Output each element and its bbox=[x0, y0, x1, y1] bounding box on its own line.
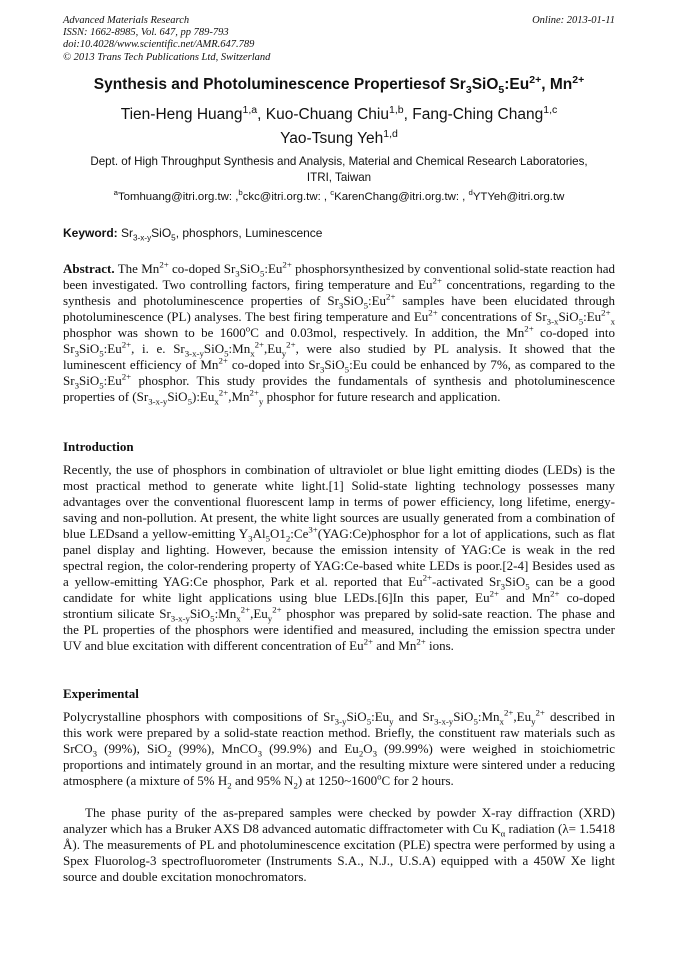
online-date: Online: 2013-01-11 bbox=[532, 15, 615, 26]
author-emails: $^a$Tomhuang@itri.org.tw: ,$^b$ckc@itri.org.tw: , $^c$KarenChang@itri.org.tw: , $^d$YTYeh@itri.org.tw bbox=[113, 188, 565, 203]
affiliation-line-1: Dept. of High Throughput Synthesis and Analysis, Material and Chemical Research Laboratories, bbox=[90, 155, 588, 168]
affiliation-line-2: ITRI, Taiwan bbox=[306, 171, 372, 184]
keywords: Keyword: $Sr_{3-x-y}SiO_5$, phosphors, Luminescence bbox=[63, 226, 323, 243]
copyright-line: © 2013 Trans Tech Publications Ltd, Switzerland bbox=[63, 51, 271, 63]
issn-line: ISSN: 1662-8985, Vol. 647, pp 789-793 bbox=[63, 27, 229, 39]
journal-name: Advanced Materials Research bbox=[63, 15, 190, 26]
experimental-heading: Experimental bbox=[63, 686, 139, 701]
experimental-paragraph-2: The phase purity of the as-prepared samples were checked by powder X-ray diffraction (XRD) analyzer which has a Bruker AXS D8 advanced automatic diffractometer with Cu $K_\alpha$ radiation (λ= 1.5418 Å). The measurements of PL and photoluminescence excitation (PLE) spectra were performed by using a Spex Fluorolog-3 spectrofluorometer (Instruments S.A., N.J., U.S.A) equipped with a 450W Xe light source and double excitation monochromators. bbox=[63, 805, 615, 884]
introduction-heading: Introduction bbox=[63, 439, 134, 454]
journal-header bbox=[63, 15, 615, 64]
paper-title: Synthesis and Photoluminescence Propertiesof $Sr_3SiO_5:Eu^{2+}$, $Mn^{2+}$ bbox=[93, 73, 585, 97]
experimental-paragraph-1: Polycrystalline phosphors with compositions of $Sr_{3-y}SiO_5:Eu_y$ and $Sr_{3-x-y}SiO_5:Mn_x^{2+},Eu_y^{2+}$ described in this work were prepared by a solid-state reaction method. Briefly, the constituent raw materials such as SrCO$_3$ (99%), SiO$_2$ (99%), MnCO$_3$ (99.9%) and $Eu_2O_3$ (99.99%) were weighed in stoichiometric proportions and intimately ground in an mortar, and the resulting mixture were sintered under a reducing atmosphere (a mixture of 5% $H_2$ and 95% $N_2$) at 1250~1600$^o$C for 2 hours. bbox=[63, 707, 616, 791]
doi-line: doi:10.4028/www.scientific.net/AMR.647.789 bbox=[63, 39, 255, 51]
abstract: Abstract. The $Mn^{2+}$ co-doped $Sr_3SiO_5:Eu^{2+}$ phosphorsynthesized by conventional solid-state reaction had been investigated. Two controlling factors, firing temperature and $Eu^{2+}$ concentrations, regarding to the synthesis and photoluminescence properties of $Sr_3SiO_5:Eu^{2+}$ samples have been elucidated through photoluminescence (PL) analyses. The best firing temperature and $Eu^{2+}$ concentrations of $Sr_{3-x}SiO_5:Eu^{2+}_x$ phosphor was shown to be 1600$^o$C and 0.03mol, respectively. In addition, the $Mn^{2+}$ co-doped into $Sr_3SiO_5:Eu^{2+}$, i. e. $Sr_{3-x-y}SiO_5:Mn_x^{2+},Eu_y^{2+}$, were also studied by PL analysis. It showed that the luminescent efficiency of $Mn^{2+}$ co-doped into $Sr_3SiO_5:Eu$ could be enhanced by 7%, as compared to the $Sr_3SiO_5:Eu^{2+}$ phosphor. This study provides the fundamentals of synthesis and photoluminescence properties of $(Sr_{3-x-y}SiO_5):Eu_x^{2+},Mn^{2+}_y$ phosphor for future research and application. bbox=[63, 259, 616, 407]
author-line-1: Tien-Heng Huang$^{1,a}$, Kuo-Chuang Chiu$^{1,b}$, Fang-Ching Chang$^{1,c}$ bbox=[120, 103, 558, 123]
introduction-body: Recently, the use of phosphors in combination of ultraviolet or blue light emitting diodes (LEDs) is the most practical method to generate white light.[1] Solid-state lighting technology possesses many advantages over the conventional fluorescent lamp in terms of power efficiency, long lifetime, energy-saving and non-pollution. At present, the white light sources are usually generated from a combination of blue LEDsand a yellow-emitting $Y_3Al_5O1_2:Ce^{3+}(YAG:Ce)phosphor$ for a lot of applications, such as flat panel display and lighting. However, because the emission intensity of YAG:Ce is weak in the red spectral region, the color-rendering property of YAG:Ce-based white LEDs is poor.[2-4] Besides used as a yellow-emitting YAG:Ce phosphor, Park et al. reported that $Eu^{2+}$-activated $Sr_3SiO_5$ can be a good candidate for white light applications using blue LEDs.[6]In this paper, $Eu^{2+}$ and $Mn^{2+}$ co-doped strontium silicate $Sr_{3-x-y}SiO_5:Mn_x^{2+},Eu_y^{2+}$ phosphor was prepared by solid-sate reaction. The phase and the PL properties of the phosphors were identified and measured, including the emission spectra under UV and blue excitation with different concentration of $Eu^{2+}$ and $Mn^{2+}$ ions. bbox=[63, 462, 616, 653]
affiliation bbox=[56, 154, 622, 186]
author-line-2: Yao-Tsung Yeh$^{1,d}$ bbox=[280, 127, 398, 147]
